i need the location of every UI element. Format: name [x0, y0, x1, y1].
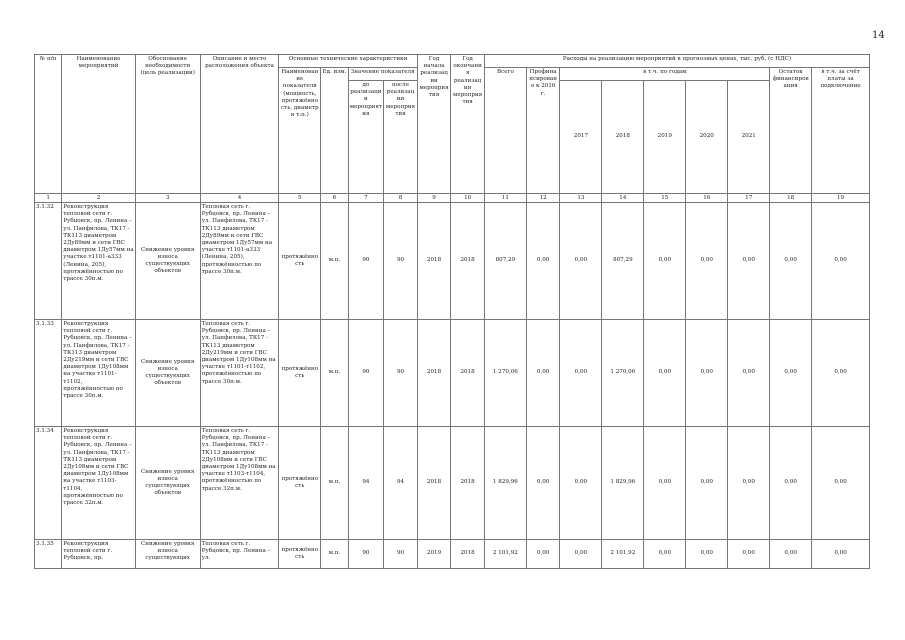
row-total: 807,29 [484, 203, 526, 320]
col-number: 9 [417, 194, 451, 203]
header-total: Всего [484, 68, 526, 194]
col-number: 19 [812, 194, 870, 203]
row-after: 90 [384, 203, 418, 320]
column-number-row [35, 194, 870, 203]
header-description: Описание и место расположения объекта [200, 55, 279, 194]
row-2021: 0,00 [728, 203, 770, 320]
measures-table [34, 54, 870, 569]
header-financed: Профинансировано к 2016 г. [526, 68, 560, 194]
row-name: Реконструкция тепловой сети г. Рубцовск, пр. Ленина – ул. Панфилова, ТК17 - ТК113 диаметром 2Ду108мм и сети ГВС диаметром 1Ду108мм на участке т1103-т1104, протяжённостью по трассе 32п.м. [62, 427, 135, 540]
row-name: Реконструкция тепловой сети г. Рубцовск, пр. [62, 540, 135, 569]
row-end: 2018 [451, 203, 485, 320]
header-year-2021: 2021 [728, 81, 770, 194]
row-start: 2018 [417, 320, 451, 427]
row-2018: 807,29 [602, 203, 644, 320]
row-unit: м.п. [321, 540, 348, 569]
row-description: Тепловая сеть г. Рубцовск, пр. Ленина – ул. Панфилова, ТК17 - ТК113 диаметром 2Ду89мм и сети ГВС диаметром 1Ду57мм на участке т1101-а333 (Ленина, 205), протяжённостью по трассе 30п.м. [200, 203, 279, 320]
row-before: 90 [348, 203, 384, 320]
row-2018: 2 101,92 [602, 540, 644, 569]
row-param: протяжённость [279, 540, 321, 569]
col-number: 11 [484, 194, 526, 203]
row-param: протяжённость [279, 320, 321, 427]
header-year-start: Год начала реализации мероприятия [417, 55, 451, 194]
row-2019: 0,00 [644, 320, 686, 427]
row-2021: 0,00 [728, 320, 770, 427]
header-param-name: Наименование показателя (мощность, протяжённость, диаметр и т.п.) [279, 68, 321, 194]
col-number: 6 [321, 194, 348, 203]
row-start: 2018 [417, 203, 451, 320]
table-row [35, 427, 870, 540]
row-name: Реконструкция тепловой сети г. Рубцовск, пр. Ленина – ул. Панфилова, ТК17 - ТК113 диаметром 2Ду219мм и сети ГВС диаметром 1Ду108мм на участке т1101-т1102, протяжённостью по трассе 30п.м. [62, 320, 135, 427]
header-year-2018: 2018 [602, 81, 644, 194]
header-costs: Расходы на реализацию мероприятий в прогнозных ценах, тыс. руб. (с НДС) [484, 55, 869, 68]
row-start: 2019 [417, 540, 451, 569]
row-2019: 0,00 [644, 427, 686, 540]
header-year-end: Год окончания реализации мероприятия [451, 55, 485, 194]
row-remaining: 0,00 [770, 427, 812, 540]
row-end: 2018 [451, 320, 485, 427]
row-param: протяжённость [279, 427, 321, 540]
col-number: 16 [686, 194, 728, 203]
col-number: 12 [526, 194, 560, 203]
row-reason: Снижение уровня износа существующих объектов [135, 320, 200, 427]
table-row [35, 320, 870, 427]
row-description: Тепловая сеть г. Рубцовск, пр. Ленина – ул. [200, 540, 279, 569]
row-reason: Снижение уровня износа существующих объектов [135, 427, 200, 540]
row-description: Тепловая сеть г. Рубцовск, пр. Ленина – ул. Панфилова, ТК17 - ТК113 диаметром 2Ду219мм и сети ГВС диаметром 1Ду108мм на участке т1101-т1102, протяжённостью по трассе 30п.м. [200, 320, 279, 427]
col-number: 5 [279, 194, 321, 203]
header-year-2020: 2020 [686, 81, 728, 194]
header-param-value: Значение показателя [348, 68, 417, 81]
row-unit: м.п. [321, 427, 348, 540]
row-remaining: 0,00 [770, 203, 812, 320]
header-incl-fee: в т.ч. за счёт платы за подключение [812, 68, 870, 194]
row-fee: 0,00 [812, 203, 870, 320]
row-name: Реконструкция тепловой сети г. Рубцовск, пр. Ленина – ул. Панфилова, ТК17 - ТК113 диаметром 2Ду89мм и сети ГВС диаметром 1Ду57мм на участке т1101-а333 (Ленина, 205), протяжённостью по трассе 30п.м. [62, 203, 135, 320]
page-number: 14 [872, 30, 885, 41]
row-2018: 1 270,06 [602, 320, 644, 427]
row-start: 2018 [417, 427, 451, 540]
row-unit: м.п. [321, 320, 348, 427]
header-by-years: в т.ч. по годам [560, 68, 770, 81]
row-2020: 0,00 [686, 427, 728, 540]
row-financed: 0,00 [526, 540, 560, 569]
header-year-2019: 2019 [644, 81, 686, 194]
header-remaining: Остаток финансирования [770, 68, 812, 194]
col-number: 17 [728, 194, 770, 203]
row-2017: 0,00 [560, 203, 602, 320]
row-before: 94 [348, 427, 384, 540]
row-2020: 0,00 [686, 540, 728, 569]
col-number: 2 [62, 194, 135, 203]
col-number: 18 [770, 194, 812, 203]
row-total: 1 829,96 [484, 427, 526, 540]
row-after: 90 [384, 540, 418, 569]
row-reason: Снижение уровня износа существующих объектов [135, 203, 200, 320]
row-before: 90 [348, 540, 384, 569]
col-number: 8 [384, 194, 418, 203]
col-number: 4 [200, 194, 279, 203]
row-fee: 0,00 [812, 427, 870, 540]
row-2020: 0,00 [686, 203, 728, 320]
row-fee: 0,00 [812, 320, 870, 427]
col-number: 7 [348, 194, 384, 203]
header-measure-name: Наименование мероприятий [62, 55, 135, 194]
table-row [35, 203, 870, 320]
row-param: протяжённость [279, 203, 321, 320]
row-2019: 0,00 [644, 203, 686, 320]
row-id: 3.1.34 [35, 427, 62, 540]
row-reason: Снижение уровня износа существующих [135, 540, 200, 569]
header-reason: Обоснование необходимости (цель реализации) [135, 55, 200, 194]
row-2020: 0,00 [686, 320, 728, 427]
row-2021: 0,00 [728, 427, 770, 540]
col-number: 15 [644, 194, 686, 203]
row-total: 2 101,92 [484, 540, 526, 569]
row-description: Тепловая сеть г. Рубцовск, пр. Ленина – ул. Панфилова, ТК17 - ТК113 диаметром 2Ду108мм и сети ГВС диаметром 1Ду108мм на участке т1103-т1104, протяжённостью по трассе 32п.м. [200, 427, 279, 540]
header-number: № п/п [35, 55, 62, 194]
row-2021: 0,00 [728, 540, 770, 569]
row-financed: 0,00 [526, 320, 560, 427]
col-number: 1 [35, 194, 62, 203]
row-2018: 1 829,96 [602, 427, 644, 540]
header-row-1 [35, 55, 870, 68]
col-number: 10 [451, 194, 485, 203]
col-number: 14 [602, 194, 644, 203]
row-id: 3.1.32 [35, 203, 62, 320]
row-after: 94 [384, 427, 418, 540]
row-2017: 0,00 [560, 540, 602, 569]
header-unit: Ед. изм. [321, 68, 348, 194]
header-tech-characteristics: Основные технические характеристики [279, 55, 417, 68]
row-end: 2018 [451, 540, 485, 569]
row-2017: 0,00 [560, 320, 602, 427]
header-after: после реализации мероприятия [384, 81, 418, 194]
row-remaining: 0,00 [770, 320, 812, 427]
row-remaining: 0,00 [770, 540, 812, 569]
row-total: 1 270,06 [484, 320, 526, 427]
table-row [35, 540, 870, 569]
col-number: 3 [135, 194, 200, 203]
row-after: 90 [384, 320, 418, 427]
row-2017: 0,00 [560, 427, 602, 540]
row-id: 3.1.35 [35, 540, 62, 569]
row-unit: м.п. [321, 203, 348, 320]
row-fee: 0,00 [812, 540, 870, 569]
row-id: 3.1.33 [35, 320, 62, 427]
header-year-2017: 2017 [560, 81, 602, 194]
col-number: 13 [560, 194, 602, 203]
row-2019: 0,00 [644, 540, 686, 569]
row-financed: 0,00 [526, 203, 560, 320]
header-before: до реализации мероприятия [348, 81, 384, 194]
row-end: 2018 [451, 427, 485, 540]
row-before: 90 [348, 320, 384, 427]
row-financed: 0,00 [526, 427, 560, 540]
